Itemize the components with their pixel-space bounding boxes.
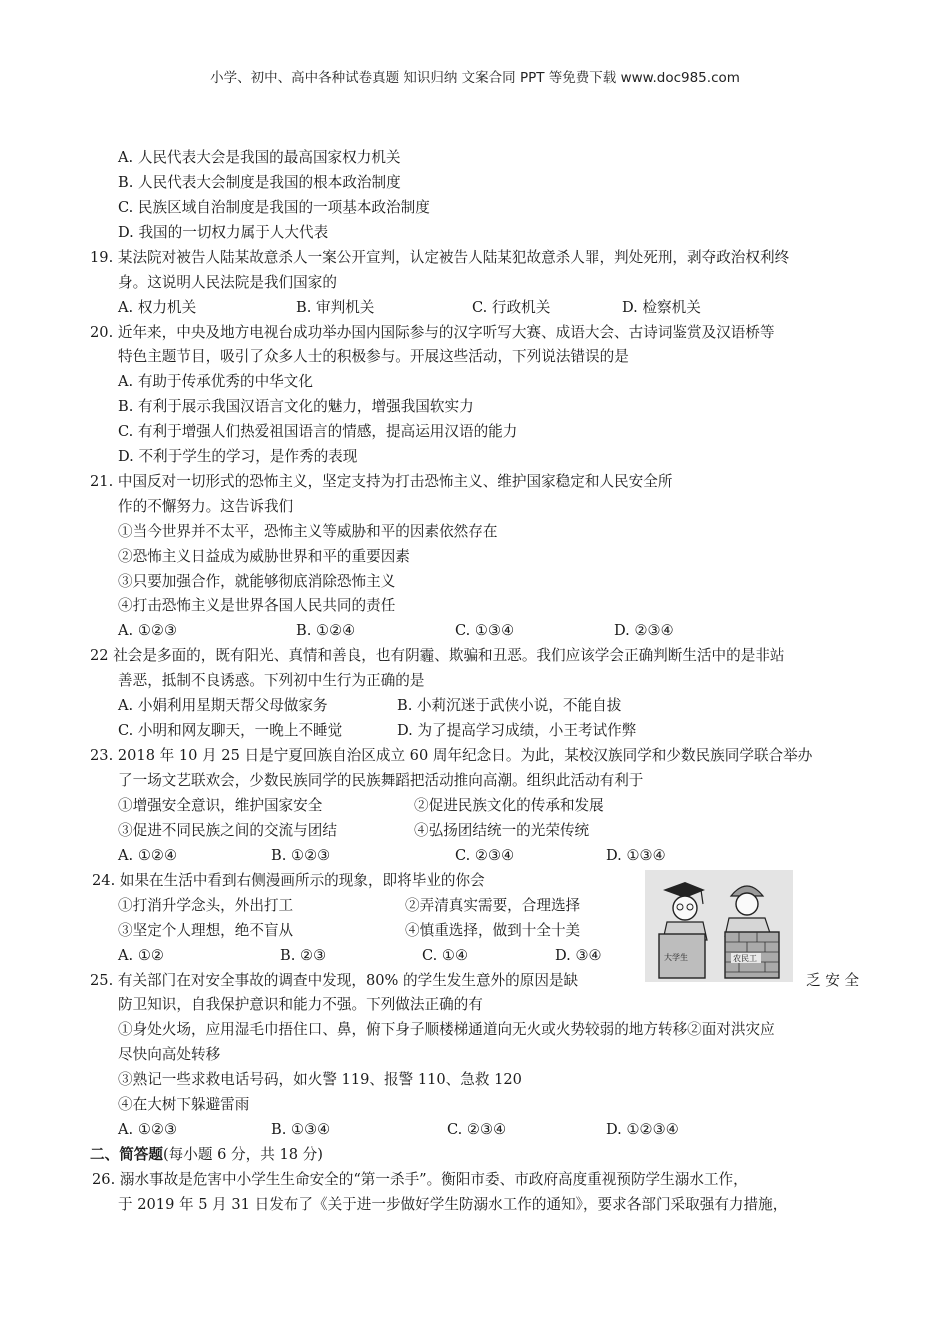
q18-option-a: A. 人民代表大会是我国的最高国家权力机关 xyxy=(118,149,401,166)
q24-statement-3: ③坚定个人理想，绝不盲从 xyxy=(118,922,294,939)
section-2-note: (每小题 6 分，共 18 分) xyxy=(162,1146,323,1163)
q25-option-b: B. ①③④ xyxy=(271,1121,331,1138)
q21-option-a: A. ①②③ xyxy=(118,622,178,639)
graduate-head xyxy=(673,896,697,920)
q23-statement-2: ②促进民族文化的传承和发展 xyxy=(414,797,604,814)
q21-stem-line1: 21. 中国反对一切形式的恐怖主义，坚定支持为打击恐怖主义、维护国家稳定和人民安全所 xyxy=(90,473,673,490)
q25-option-a: A. ①②③ xyxy=(118,1121,178,1138)
q24-stem-line1: 24. 如果在生活中看到右侧漫画所示的现象，即将毕业的你会 xyxy=(92,872,485,889)
q19-stem-line2: 身。这说明人民法院是我们国家的 xyxy=(118,274,337,291)
q19-stem-line1: 19. 某法院对被告人陆某故意杀人一案公开宣判，认定被告人陆某犯故意杀人罪，判处死刑，剥夺政治权利终 xyxy=(90,249,790,266)
q24-option-a: A. ①② xyxy=(118,947,164,964)
q21-option-d: D. ②③④ xyxy=(614,622,674,639)
q26-stem-line1: 26. 溺水事故是危害中小学生生命安全的“第一杀手”。衡阳市委、市政府高度重视预防学生溺水工作， xyxy=(92,1171,748,1188)
q21-statement-2: ②恐怖主义日益成为威胁世界和平的重要因素 xyxy=(118,548,410,565)
q23-option-d: D. ①③④ xyxy=(606,847,666,864)
q22-stem-line2: 善恶，抵制不良诱惑。下列初中生行为正确的是 xyxy=(118,672,425,689)
worker-head xyxy=(736,893,758,915)
q22-stem-line1: 22 社会是多面的，既有阳光、真情和善良，也有阴霾、欺骗和丑恶。我们应该学会正确判断生活中的是非站 xyxy=(90,647,785,664)
q20-stem-line1: 20. 近年来，中央及地方电视台成功举办国内国际参与的汉字听写大赛、成语大会、古诗词鉴赏及汉语桥等 xyxy=(90,324,775,341)
q25-stem-line2: 防卫知识，自我保护意识和能力不强。下列做法正确的有 xyxy=(118,996,483,1013)
q25-statement-3: ③熟记一些求救电话号码，如火警 119、报警 110、急救 120 xyxy=(118,1071,522,1088)
q22-option-d: D. 为了提高学习成绩，小王考试作弊 xyxy=(397,722,637,739)
q21-statement-1: ①当今世界并不太平，恐怖主义等威胁和平的因素依然存在 xyxy=(118,523,498,540)
q25-option-d: D. ①②③④ xyxy=(606,1121,679,1138)
q24-statement-4: ④慎重选择，做到十全十美 xyxy=(405,922,581,939)
q19-option-a: A. 权力机关 xyxy=(118,299,197,316)
q24-option-b: B. ②③ xyxy=(280,947,327,964)
q24-option-d: D. ③④ xyxy=(555,947,602,964)
cartoon-label-left: 大学生 xyxy=(664,953,688,962)
q25-statement-1-2: ①身处火场，应用湿毛巾捂住口、鼻，俯下身子顺楼梯通道向无火或火势较弱的地方转移②面对洪灾应 xyxy=(118,1021,775,1038)
q20-option-d: D. 不利于学生的学习，是作秀的表现 xyxy=(118,448,358,465)
q19-option-d: D. 检察机关 xyxy=(622,299,701,316)
q21-statement-3: ③只要加强合作，就能够彻底消除恐怖主义 xyxy=(118,573,396,590)
q23-option-a: A. ①②④ xyxy=(118,847,178,864)
q19-option-c: C. 行政机关 xyxy=(472,299,551,316)
q24-statement-1: ①打消升学念头，外出打工 xyxy=(118,897,294,914)
q18-option-b: B. 人民代表大会制度是我国的根本政治制度 xyxy=(118,174,401,191)
q21-option-b: B. ①②④ xyxy=(296,622,356,639)
q23-stem-line2: 了一场文艺联欢会，少数民族同学的民族舞蹈把活动推向高潮。组织此活动有利于 xyxy=(118,772,644,789)
cartoon-label-right: 农民工 xyxy=(733,954,757,963)
q21-stem-line2: 作的不懈努力。这告诉我们 xyxy=(118,498,294,515)
q18-option-c: C. 民族区域自治制度是我国的一项基本政治制度 xyxy=(118,199,430,216)
q25-statement-2-cont: 尽快向高处转移 xyxy=(118,1046,221,1063)
q23-statement-4: ④弘扬团结统一的光荣传统 xyxy=(414,822,590,839)
q22-option-a: A. 小娟利用星期天帮父母做家务 xyxy=(118,697,328,714)
cartoon-drawing xyxy=(645,870,793,982)
q20-option-a: A. 有助于传承优秀的中华文化 xyxy=(118,373,313,390)
q20-option-b: B. 有利于展示我国汉语言文化的魅力，增强我国软实力 xyxy=(118,398,474,415)
page-header: 小学、初中、高中各种试卷真题 知识归纳 文案合同 PPT 等免费下载 www.doc985.com xyxy=(210,70,740,86)
q24-statement-2: ②弄清真实需要，合理选择 xyxy=(405,897,581,914)
q25-option-c: C. ②③④ xyxy=(447,1121,507,1138)
q21-statement-4: ④打击恐怖主义是世界各国人民共同的责任 xyxy=(118,597,396,614)
q20-stem-line2: 特色主题节目，吸引了众多人士的积极参与。开展这些活动，下列说法错误的是 xyxy=(118,348,629,365)
q23-stem-line1: 23. 2018 年 10 月 25 日是宁夏回族自治区成立 60 周年纪念日。为此，某校汉族同学和少数民族同学联合举办 xyxy=(90,747,813,764)
q19-option-b: B. 审判机关 xyxy=(296,299,375,316)
q22-option-c: C. 小明和网友聊天，一晚上不睡觉 xyxy=(118,722,343,739)
q20-option-c: C. 有利于增强人们热爱祖国语言的情感，提高运用汉语的能力 xyxy=(118,423,518,440)
q18-option-d: D. 我国的一切权力属于人大代表 xyxy=(118,224,329,241)
section-2-heading xyxy=(90,1145,323,1165)
q25-statement-4: ④在大树下躲避雷雨 xyxy=(118,1096,250,1113)
q23-statement-1: ①增强安全意识，维护国家安全 xyxy=(118,797,323,814)
q25-stem-line1-tail: 乏 安 全 xyxy=(806,972,860,989)
q26-stem-line2: 于 2019 年 5 月 31 日发布了《关于进一步做好学生防溺水工作的通知》，要求各部门采取强有力措施， xyxy=(118,1196,788,1213)
q23-statement-3: ③促进不同民族之间的交流与团结 xyxy=(118,822,337,839)
cartoon-image xyxy=(645,870,793,982)
section-2-title: 二、简答题 xyxy=(90,1146,163,1163)
q23-option-c: C. ②③④ xyxy=(455,847,515,864)
q22-option-b: B. 小莉沉迷于武侠小说，不能自拔 xyxy=(397,697,622,714)
q25-stem-line1: 25. 有关部门在对安全事故的调查中发现，80% 的学生发生意外的原因是缺 xyxy=(90,972,579,989)
q24-option-c: C. ①④ xyxy=(422,947,469,964)
q23-option-b: B. ①②③ xyxy=(271,847,331,864)
q21-option-c: C. ①③④ xyxy=(455,622,515,639)
